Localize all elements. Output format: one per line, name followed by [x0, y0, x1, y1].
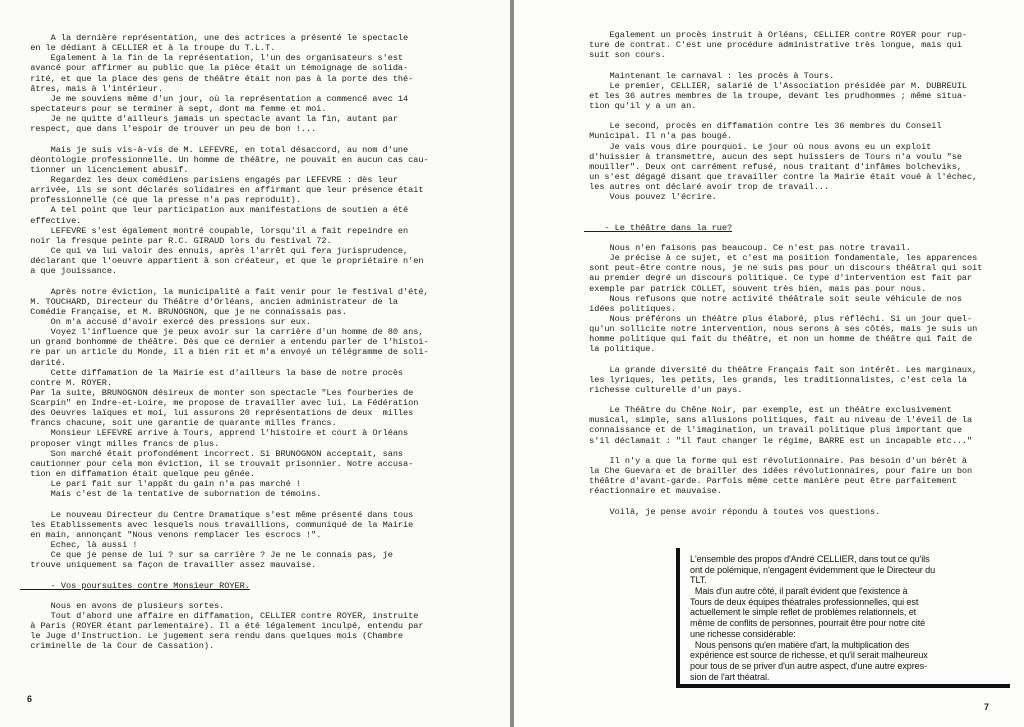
left-page-text-line: Je ne quitte d'ailleurs jamais un spectacle avant la fin, autant par — [20, 114, 398, 125]
right-page-text-line — [584, 213, 982, 223]
right-page-text-line: la Che Guevara et de brailler des idées révolutionnaires, pour faire un bon — [584, 466, 973, 477]
left-page-text-line: déontologie professionnelle. Un homme de théâtre, ne pouvait en aucun cas cau- — [20, 154, 429, 165]
left-page-text-line — [20, 276, 429, 286]
left-page-text-line: noir la fresque peinte par R.C. GIRAUD lors du festival 72. — [20, 235, 332, 246]
editorial-note-line: même de conflits de personnes, pourrait être pour notre cité — [690, 618, 926, 629]
left-page-text-line: un grand bonhomme de théâtre. Dès que ce dernier a entendu parler de l'histoi- — [20, 337, 429, 348]
left-page-text-line: Je me souviens même d'un jour, où la représentation a commencé avec 14 — [20, 93, 409, 104]
editorial-note-line: pour tous de se priver d'un autre aspect, d'une autre expres- — [690, 660, 927, 671]
left-page-text-line: Ce qui va lui valoir des ennuis, après l'arrêt qui fera jurisprudence, — [20, 245, 409, 256]
right-page-text-line: sont peut-être contre nous, je ne suis pas pour un discours théâtral qui soit — [584, 263, 983, 274]
right-page-text-line: les lyriques, les petits, les grands, les traditionnalistes, c'est cela la — [584, 374, 968, 385]
right-page-text-line: idées politiques. — [584, 303, 676, 314]
right-page-text-line: qu'un sollicite notre intervention, nous serons à ses côtés, mais je suis un — [584, 324, 978, 335]
left-page-text-line: Le nouveau Directeur du Centre Dramatique s'est même présenté dans tous — [20, 509, 414, 520]
left-page-text-line: A tel point que leur participation aux manifestations de soutien a été — [20, 205, 409, 216]
right-page — [514, 0, 1024, 727]
left-page-text-line: re par un article du Monde, il a bien rit et m'a envoyé un télégramme de soli- — [20, 347, 429, 358]
right-page-text-line: richesse culturelle d'un pays. — [584, 384, 743, 395]
right-page-text-line: les autres ont déclaré avoir trop de travail... — [584, 182, 830, 193]
right-page-text-line: Nous préférons un théâtre plus élaboré, plus réfléchi. Si un jour quel- — [584, 313, 973, 324]
right-page-text-line: La grande diversité du théâtre Français fait son intérêt. Les marginaux, — [584, 364, 978, 375]
editorial-note-line: L'ensemble des propos d'André CELLIER, dans tout ce qu'ils — [690, 554, 930, 564]
left-page-text-line: Son marché était profondément incorrect. Si BRUNOGNON acceptait, sans — [20, 448, 404, 459]
right-page-text-line — [584, 202, 982, 212]
editorial-note-line: sion de l'art théatral. — [690, 671, 770, 682]
editorial-note-box — [676, 548, 1010, 688]
right-page-text-line — [584, 496, 982, 506]
left-page-text-line: à Paris (ROYER étant parlementaire). Il a été légalement inculpé, entendu par — [20, 621, 424, 632]
left-page-text-line: déclarant que l'oeuvre appartient à son créateur, et que le propriétaire n'en — [20, 256, 424, 267]
left-page-text-line: Mais c'est de la tentative de subornation de témoins. — [20, 489, 322, 500]
editorial-note-line: actuellement le simple reflet de problèmes relationnels, et — [690, 607, 917, 618]
left-page-text-line: - Vos poursuites contre Monsieur ROYER. — [20, 580, 250, 591]
right-page-text-line: suit son cours. — [584, 50, 666, 61]
right-page-text-line: Le Théâtre du Chêne Noir, par exemple, est un théâtre exclusivement — [584, 405, 952, 416]
box-left-rule — [676, 548, 680, 688]
left-page-text-line: Egalement à la fin de la représentation, l'un des organisateurs s'est — [20, 53, 404, 64]
left-page-text-line: des Oeuvres laïques et moi, lui assurons 20 représentations de deux milles — [20, 408, 414, 419]
left-page-text-line: avancé pour affirmer au public que la pièce était un témoignage de solida- — [20, 63, 409, 74]
right-page-text-line: Nous refusons que notre activité théâtrale soit seule véhicule de nos — [584, 293, 962, 304]
left-page-text-line: trouve uniquement sa façon de travailler assez mauvaise. — [20, 560, 317, 571]
left-page-text-line: Après notre éviction, la municipalité a fait venir pour le festival d'été, — [20, 286, 429, 297]
left-page-text-line: criminelle de la Cour de Cassation). — [20, 641, 215, 652]
left-page-text-line: darité. — [20, 357, 66, 368]
left-page-text-line: rité, et que la place des gens de théâtre était non pas à la porte des thé- — [20, 73, 414, 84]
editorial-note-line: Mais d'un autre côté, il paraît évident que l'existence à — [690, 586, 908, 597]
right-page-text-line: exemple par patrick COLLET, souvent très bien, mais pas pour nous. — [584, 283, 927, 294]
left-page-text-line: respect, que dans l'espoir de trouver un peu de bon !... — [20, 124, 317, 135]
right-page-text-line — [584, 395, 982, 405]
left-page-text-line: Echec, là aussi ! — [20, 540, 138, 551]
right-page-text-line: Le second, procès en diffamation contre les 36 membres du Conseil — [584, 121, 942, 132]
left-page-text-line: arrivée, ils se sont déclarés solidaires en affirmant que leur présence était — [20, 185, 424, 196]
right-page-text-line: Voilà, je pense avoir répondu à toutes vos questions. — [584, 506, 881, 517]
left-page-text-line: Comédie Française, et M. BRUNOGNON, que je ne connaissais pas. — [20, 306, 347, 317]
editorial-note-line: Nous pensons qu'en matière d'art, la multiplication des — [690, 639, 910, 650]
left-page-text-line: On m'a accusé d'avoir exercé des pressions sur eux. — [20, 316, 312, 327]
left-page-text-line: LEFEVRE s'est également montré coupable, lorsqu'il a fait repeindre en — [20, 225, 409, 236]
right-page-text-line: Egalement un procès instruit à Orléans, CELLIER contre ROYER pour rup- — [584, 30, 968, 40]
left-page-text-line: Cette diffamation de la Mairie est d'ailleurs la base de notre procès — [20, 367, 404, 378]
right-page-text-line: Vous pouvez l'écrire. — [584, 192, 717, 203]
left-page-text-line: a que jouissance. — [20, 266, 118, 277]
right-page-text-line: Maintenant le carnaval : les procès à Tours. — [584, 70, 835, 81]
right-page-text-line: s'il déclamait : "il faut changer le régime, BARRE est un incapable etc..." — [584, 435, 973, 446]
left-page-text-line: Regardez les deux comédiens parisiens engagés par LEFEVRE : dès leur — [20, 174, 398, 185]
right-page-text-line: Municipal. Il n'a pas bougé. — [584, 131, 733, 142]
left-page-text-line: proposer vingt milles francs de plus. — [20, 438, 220, 449]
left-page-body — [20, 33, 429, 652]
right-page-text-line: et les 36 autres membres de la troupe, devant les prudhommes ; même situa- — [584, 90, 968, 101]
left-page-text-line: en le dédiant à CELLIER et à la troupe du T.L.T. — [20, 43, 276, 54]
right-page-text-line: Il n'y a que la forme qui est révolutionnaire. Pas besoin d'un bérêt à — [584, 455, 968, 466]
left-page-text-line: tion en diffamation était quelque peu gênée. — [20, 469, 255, 480]
left-page-text-line: Monsieur LEFEVRE arrive à Tours, apprend l'histoire et court à Orléans — [20, 428, 409, 439]
left-page-text-line: Mais je suis vis-à-vis de M. LEFEVRE, en total désaccord, au nom d'une — [20, 144, 409, 155]
right-page-text-line: Je vais vous dire pourquoi. Le jour où nous avons eu un exploit — [584, 141, 932, 152]
left-page-text-line: âtres, mais à l'intérieur. — [20, 83, 163, 94]
right-page-text-line — [584, 355, 982, 365]
right-page-text-line: mouiller". Deux ont carrément refusé, nous traitant d'infâmes bolcheviks, — [584, 161, 962, 172]
editorial-note-line: Tours de deux équipes théatrales professionnelles, qui est — [690, 596, 919, 607]
right-page-text-line: tion qu'il y a un an. — [584, 100, 697, 111]
left-page-text-line: Tout d'abord une affaire en diffamation, CELLIER contre ROYER, instruite — [20, 611, 419, 622]
left-page-text-line — [20, 134, 429, 144]
left-page-text-line: le Juge d'Instruction. Le jugement sera rendu dans quelques mois (Chambre — [20, 631, 404, 642]
left-page-text-line: M. TOUCHARD, Directeur du Théâtre d'Orléans, ancien administrateur de la — [20, 296, 398, 307]
left-page-text-line: contre M. ROYER. — [20, 377, 112, 388]
left-page-text-line: Le pari fait sur l'appât du gain n'a pas marché ! — [20, 479, 301, 490]
left-page — [0, 0, 510, 727]
left-page-text-line: francs chacune, soit une garantie de quarante milles francs. — [20, 418, 337, 429]
right-page-text-line: ture de contrat. C'est une procédure administrative très longue, mais qui — [584, 40, 962, 51]
right-page-text-line: la politique. — [584, 344, 656, 355]
editorial-note-line: expérience est source de richesse, et qu'il serait malheureux — [690, 650, 928, 661]
left-page-text-line: Scarpin" en Indre-et-Loire, me propose de travailler avec lui. La Fédération — [20, 398, 419, 409]
left-page-number: 6 — [27, 694, 33, 704]
right-page-text-line: d'huissier à transmettre, aucun des sept huissiers de Tours n'a voulu "se — [584, 151, 962, 162]
right-page-text-line: homme politique qui fait du théâtre, et non un homme de théâtre qui fait de — [584, 334, 973, 345]
left-page-text-line — [20, 499, 429, 509]
right-page-text-line: un s'est dégagé disant que travailler contre la Mairie était voué à l'échec, — [584, 171, 978, 182]
editorial-note-line: ont de polémique, n'engagent évidemment que le Directeur du — [690, 564, 936, 575]
right-page-number: 7 — [984, 702, 990, 712]
right-page-text-line — [584, 111, 982, 121]
right-page-text-line: Nous n'en faisons pas beaucoup. Ce n'est pas notre travail. — [584, 242, 911, 253]
right-page-text-line — [584, 446, 982, 456]
left-page-text-line — [20, 591, 429, 601]
left-page-text-line: Voyez l'influence que je peux avoir sur la carrière d'un homme de 80 ans, — [20, 327, 424, 338]
right-page-text-line — [584, 233, 982, 243]
left-page-text-line: Par la suite, BRUNOGNON désireux de monter son spectacle "Les fourberies de — [20, 387, 414, 398]
right-page-text-line: réactionnaire et mauvaise. — [584, 486, 722, 497]
editorial-note-line: TLT. — [690, 575, 707, 586]
right-page-text-line — [584, 60, 982, 70]
editorial-note-line: une richesse considérable: — [690, 628, 796, 639]
box-bottom-rule — [676, 684, 1010, 688]
right-page-body — [584, 30, 982, 517]
left-page-text-line: cautionner pour cela mon éviction, il se trouvait prisonnier. Notre accusa- — [20, 458, 414, 469]
left-page-text-line: professionnelle (ce que la presse n'a pas reproduit). — [20, 195, 301, 206]
right-page-text-line: - Le théâtre dans la rue? — [584, 222, 733, 233]
left-page-text-line — [20, 570, 429, 580]
left-page-text-line: en main, annonçant "Nous venons remplacer les escrocs !". — [20, 529, 322, 540]
left-page-text-line: A la dernière représentation, une des actrices a présenté le spectacle — [20, 33, 409, 43]
right-page-text-line: musical, simple, sans allusions politiques, fait au niveau de l'éveil de la — [584, 415, 973, 426]
left-page-text-line: spectateurs pour se terminer à sept, dont ma femme et moi. — [20, 103, 327, 114]
right-page-text-line: Le premier, CELLIER, salarié de l'Association présidée par M. DUBREUIL — [584, 80, 968, 91]
right-page-text-line: théâtre d'avant-garde. Parfois même cette manière peut être parfaitement — [584, 476, 957, 487]
left-page-text-line: Ce que je pense de lui ? sur sa carrière ? Je ne le connais pas, je — [20, 550, 393, 561]
right-page-text-line: au premier degré un discours politique. Ce type d'intervention est fait par — [584, 273, 973, 284]
right-page-text-line: connaissance et de l'imagination, un travail politique plus important que — [584, 425, 962, 436]
left-page-text-line: effective. — [20, 215, 82, 226]
editorial-note-text — [690, 554, 935, 682]
left-page-text-line: tionner un licenciement abusif. — [20, 164, 189, 175]
left-page-text-line: les Etablissements avec lesquels nous travaillions, communiqué de la Mairie — [20, 519, 414, 530]
left-page-text-line: Nous en avons de plusieurs sortes. — [20, 600, 225, 611]
right-page-text-line: Je précise à ce sujet, et c'est ma position fondamentale, les apparences — [584, 253, 978, 264]
